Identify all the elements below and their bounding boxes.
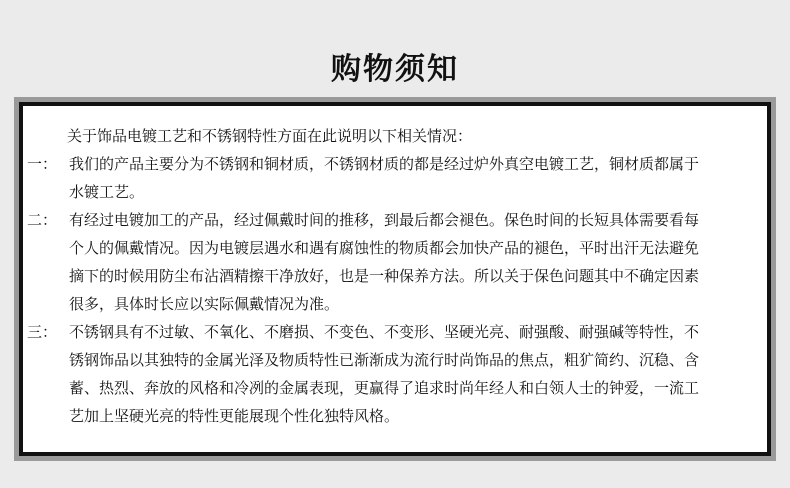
item-text-line: 水镀工艺。 — [69, 183, 145, 201]
notice-frame — [14, 97, 776, 461]
item-text-line: 蓄、热烈、奔放的风格和冷冽的金属表现，更赢得了追求时尚年经人和白领人士的钟爱，一流工 — [69, 379, 700, 397]
item-text-line: 艺加上坚硬光亮的特性更能展现个性化独特风格。 — [69, 407, 400, 425]
item-number: 二： — [27, 211, 58, 229]
notice-item-3 — [27, 318, 772, 430]
item-text-line: 很多，具体时长应以实际佩戴情况为准。 — [69, 295, 340, 313]
item-number: 一： — [27, 155, 58, 173]
item-text — [69, 150, 772, 206]
notice-item-2 — [27, 206, 772, 318]
item-text-line: 锈钢饰品以其独特的金属光泽及物质特性已渐渐成为流行时尚饰品的焦点，粗犷简约、沉稳、含 — [69, 351, 700, 369]
item-text-line: 不锈钢具有不过敏、不氧化、不磨损、不变色、不变形、坚硬光亮、耐强酸、耐强碱等特性，不 — [69, 323, 700, 341]
item-text-line: 我们的产品主要分为不锈钢和铜材质，不锈钢材质的都是经过炉外真空电镀工艺，铜材质都属于 — [69, 155, 700, 173]
notice-item-1 — [27, 150, 772, 206]
item-number: 三： — [27, 323, 58, 341]
item-text-line: 有经过电镀加工的产品，经过佩戴时间的推移，到最后都会褪色。保色时间的长短具体需要看每 — [69, 211, 700, 229]
notice-content — [27, 122, 772, 430]
item-text — [69, 318, 772, 430]
item-text-line: 个人的佩戴情况。因为电镀层遇水和遇有腐蚀性的物质都会加快产品的褪色，平时出汗无法避免 — [69, 239, 700, 257]
notice-panel — [19, 102, 771, 456]
notice-intro: 关于饰品电镀工艺和不锈钢特性方面在此说明以下相关情况： — [67, 127, 473, 145]
item-text — [69, 206, 772, 318]
page-title: 购物须知 — [331, 52, 459, 87]
item-text-line: 摘下的时候用防尘布沾酒精擦干净放好，也是一种保养方法。所以关于保色问题其中不确定因素 — [69, 267, 700, 285]
